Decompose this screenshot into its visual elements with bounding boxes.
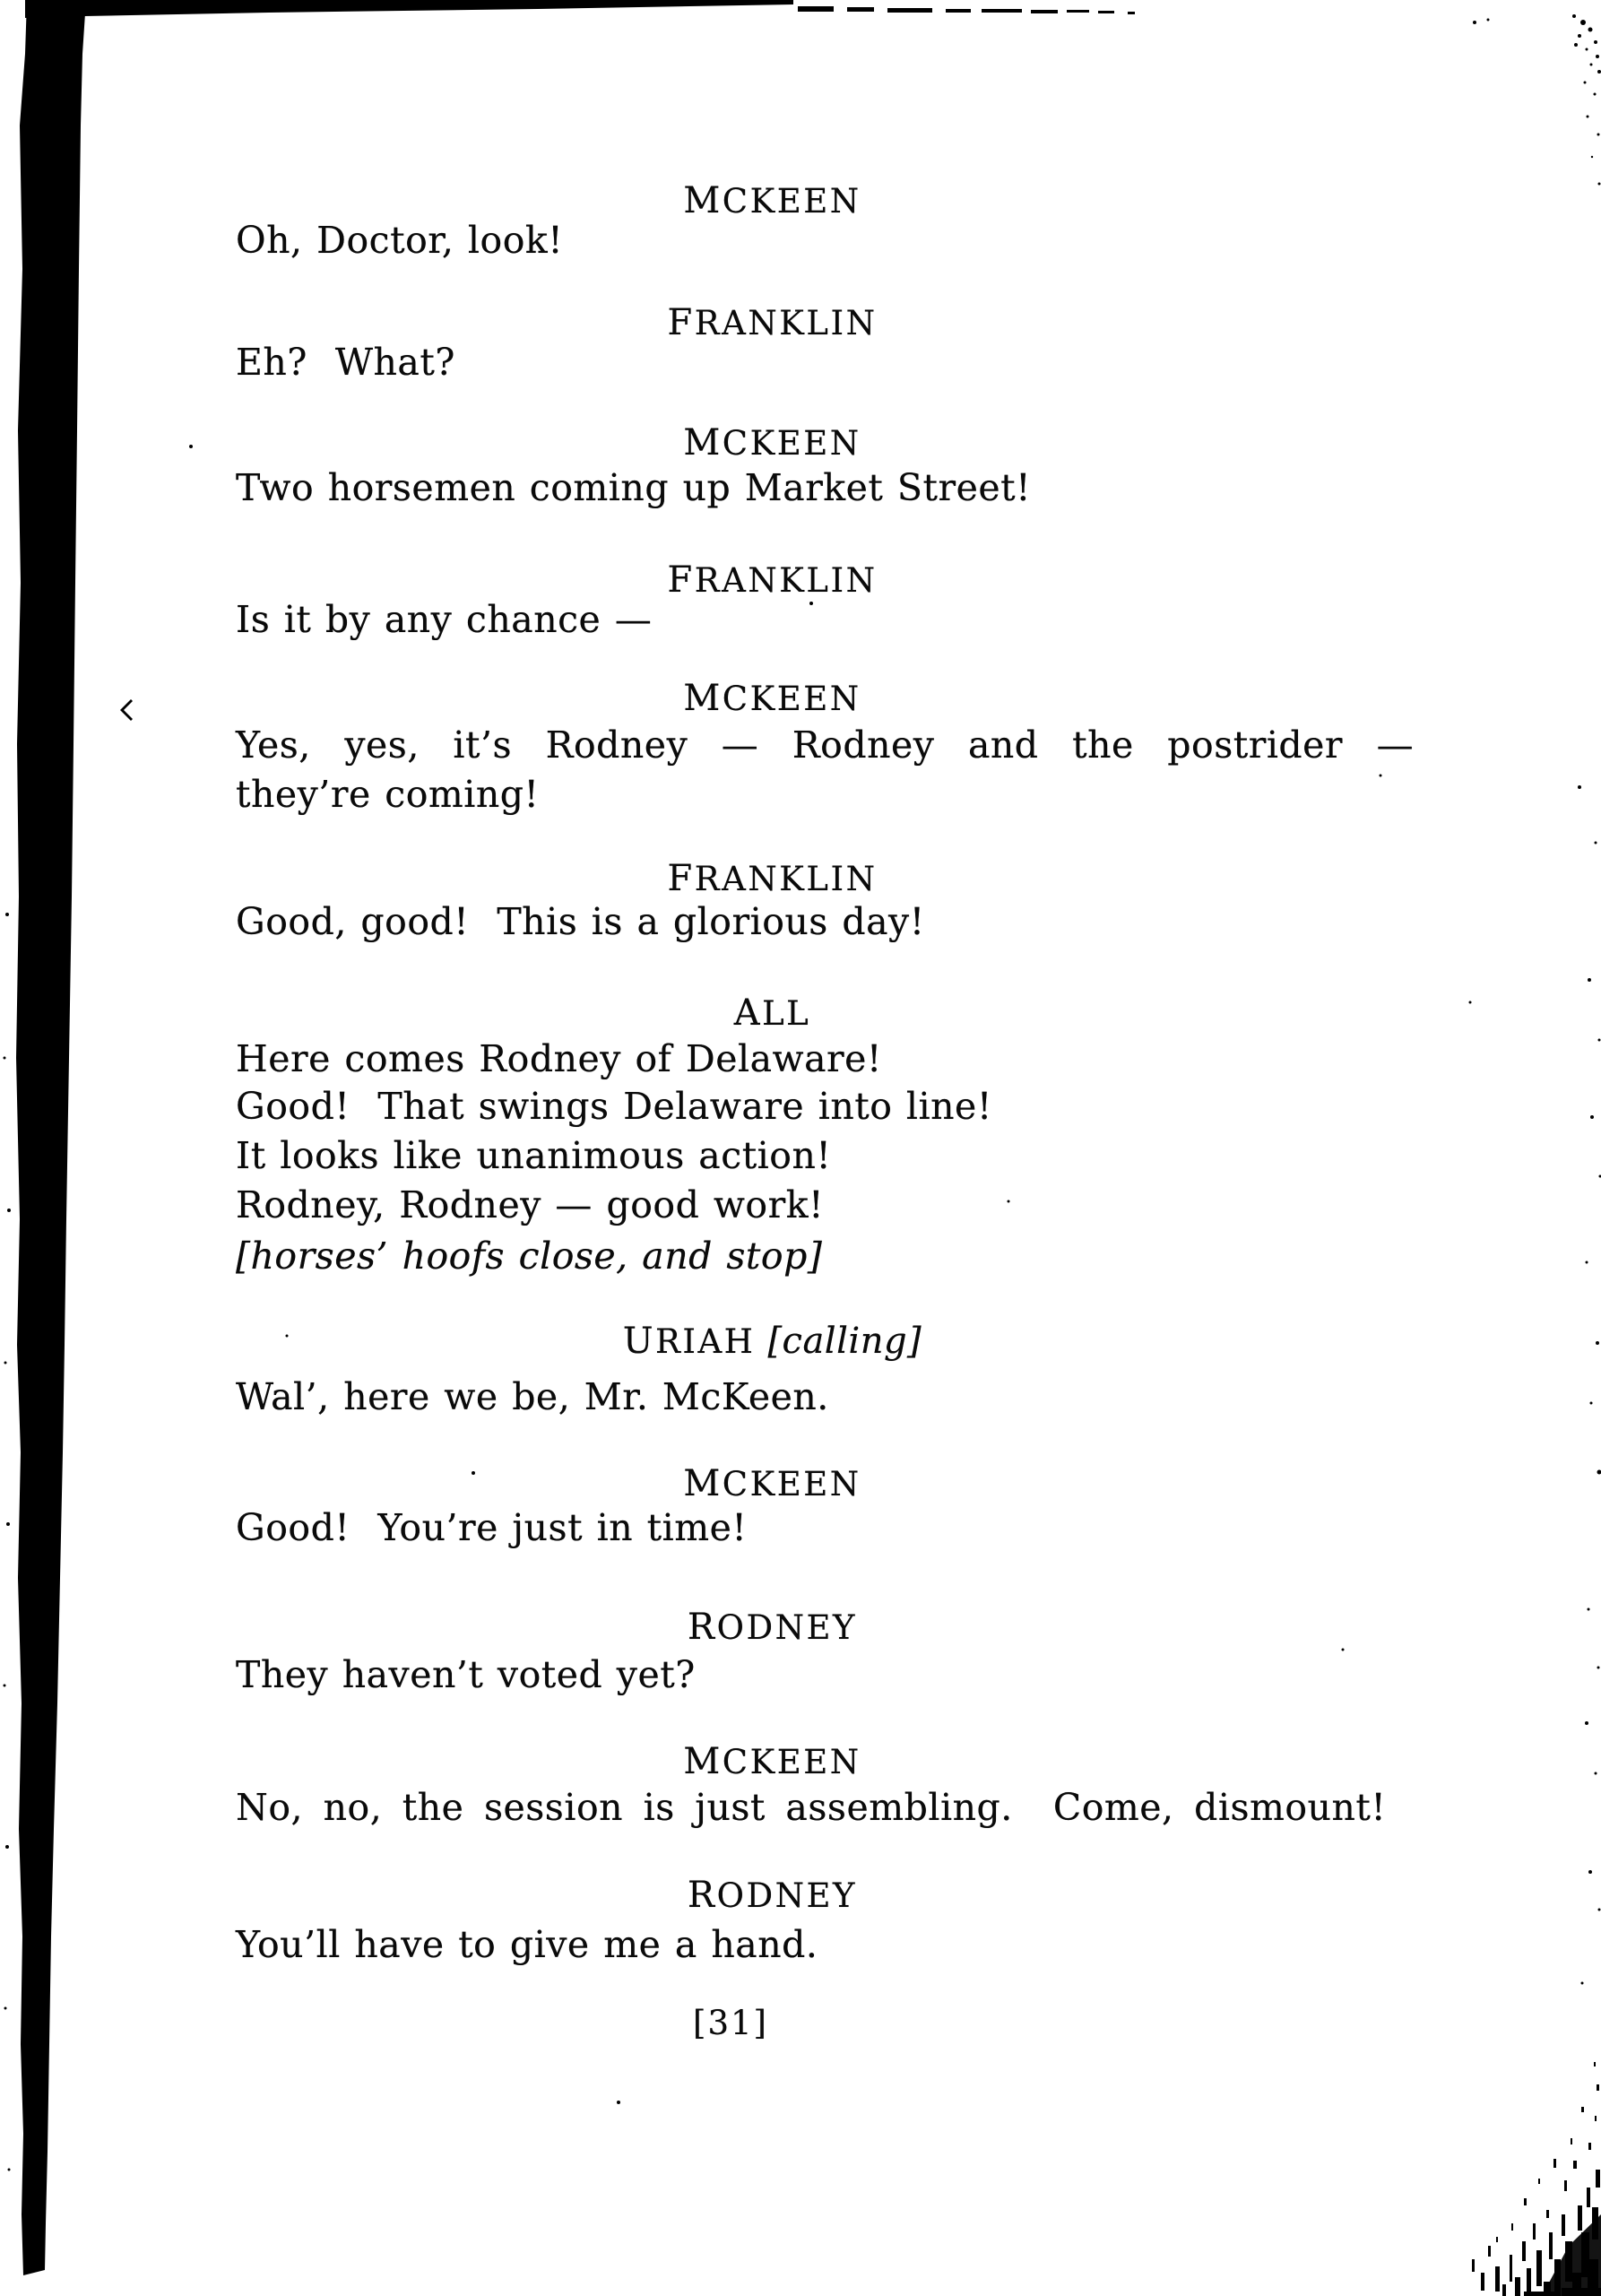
speaker-heading-uriah: [236, 1323, 1309, 1360]
top-scan-line-dashes: [798, 6, 1135, 14]
speaker-heading-mckeen: MCKEEN: [683, 180, 861, 221]
speaker-heading-mckeen: MCKEEN: [683, 422, 861, 464]
dialogue-line: Good, good! This is a glorious day!: [236, 900, 925, 943]
dialogue-line: They haven’t voted yet?: [236, 1653, 696, 1696]
page-number: [31]: [693, 2004, 768, 2042]
dialogue-line: Two horsemen coming up Market Street!: [236, 466, 1032, 509]
dialogue-line: Rodney, Rodney — good work!: [236, 1183, 825, 1226]
speaker-heading-rodney: RODNEY: [688, 1875, 857, 1916]
dialogue-line: Oh, Doctor, look!: [236, 219, 564, 262]
bottom-right-noise: [1472, 2062, 1601, 2296]
dialogue-line: Wal’, here we be, Mr. McKeen.: [236, 1375, 829, 1418]
dialogue-line: Is it by any chance —: [236, 598, 653, 641]
dialogue-line: No, no, the session is just assembling. Come, dismount!: [236, 1786, 1387, 1829]
top-right-speckles: [1473, 14, 1601, 186]
stage-direction: [horses’ hoofs close, and stop]: [236, 1235, 823, 1278]
dialogue-line: You’ll have to give me a hand.: [236, 1923, 818, 1966]
dialogue-line: Yes, yes, it’s Rodney — Rodney and the postrider —: [236, 723, 1415, 767]
left-scan-band: [16, 0, 86, 2275]
speaker-heading-all: ALL: [733, 992, 811, 1034]
speaker-heading-franklin: FRANKLIN: [667, 858, 878, 899]
dialogue-line: Eh? What?: [236, 341, 455, 384]
speaker-heading-mckeen: MCKEEN: [683, 678, 861, 719]
dialogue-line: they’re coming!: [236, 773, 540, 816]
speaker-name: URIAH: [622, 1321, 756, 1362]
dialogue-line: Here comes Rodney of Delaware!: [236, 1037, 882, 1080]
speaker-stage-direction: [calling]: [767, 1321, 922, 1362]
dialogue-line: Good! You’re just in time!: [236, 1506, 748, 1549]
dialogue-line: Good! That swings Delaware into line!: [236, 1085, 992, 1128]
dialogue-line: It looks like unanimous action!: [236, 1134, 832, 1177]
speaker-heading-franklin: FRANKLIN: [667, 302, 878, 343]
speaker-heading-rodney: RODNEY: [688, 1607, 857, 1648]
speaker-heading-mckeen: MCKEEN: [683, 1463, 861, 1504]
speaker-heading-mckeen: MCKEEN: [683, 1741, 861, 1782]
speaker-heading-franklin: FRANKLIN: [667, 559, 878, 601]
top-scan-line: [25, 0, 793, 18]
